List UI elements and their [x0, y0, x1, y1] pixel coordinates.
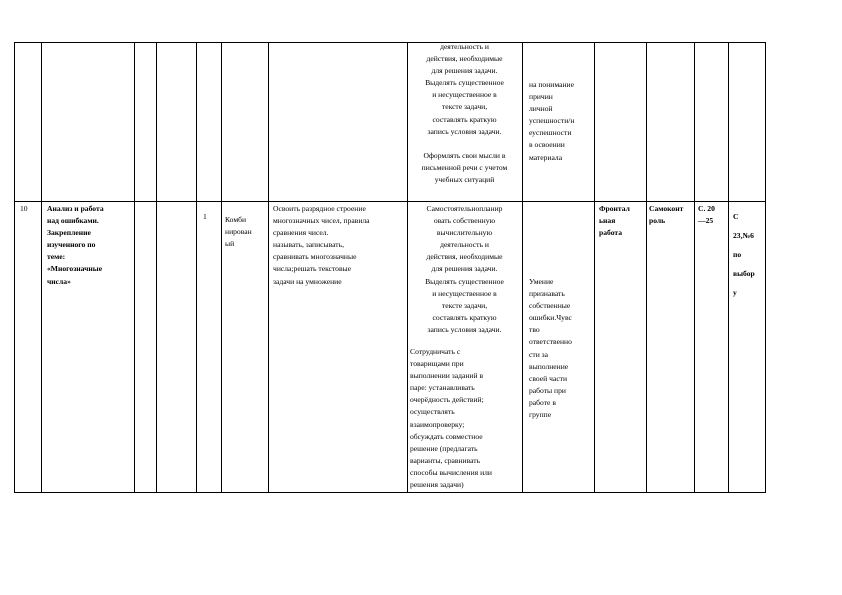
homework: С 23,№6 по выбор у [733, 212, 755, 297]
col-border [694, 42, 695, 493]
col-border [268, 42, 269, 493]
table-bottom-border [14, 492, 766, 493]
col-border [522, 42, 523, 493]
col-border [221, 42, 222, 493]
col-border [134, 42, 135, 493]
subject-results: Освоить разрядное строение многозначных чисел, правила сравнения чисел. называть, записывать, сравнивать многозначные числа;решать текстовые задачи на умножение [273, 204, 370, 286]
metasubject-uud-bottom: Сотрудничать с товарищами при выполнении заданий в паре: устанавливать очерёдность действий; осуществлять взаимопроверку; обсуждать совместное решение (предлагать варианты, сравнивать способы вычисления или решения задачи) [410, 347, 492, 490]
col-border [765, 42, 766, 493]
prev-row-personal-cell: на понимание причин личной успешности/н еуспешности в освоении материала [529, 80, 575, 162]
control-type: Самоконт роль [649, 204, 684, 226]
personal-results: Умение признавать собственные ошибки.Чувс тво ответственно сти за выполнение своей части работы при работе в группе [529, 277, 572, 420]
col-border [156, 42, 157, 493]
textbook-pages: С. 20 —25 [698, 204, 715, 226]
table-top-border [14, 42, 766, 43]
col-border [196, 42, 197, 493]
hours-count: 1 [203, 212, 207, 221]
lesson-topic: Анализ и работа над ошибками. Закрепление изученного по теме: «Многозначные числа» [47, 204, 104, 286]
row-divider [14, 201, 766, 202]
prev-row-uud-cell: деятельность и действия, необходимые для решения задачи. Выделять существенное и несущественное в тексте задачи, составлять краткую запись условия задачи. Оформлять свои мысли в письменной речи с учетом учебных ситуаций [421, 42, 508, 185]
col-border [728, 42, 729, 493]
col-border [14, 42, 15, 493]
col-border [646, 42, 647, 493]
col-border [41, 42, 42, 493]
lesson-type: Комби нирован ый [225, 215, 252, 249]
metasubject-uud-top: Самостоятельнопланир овать собственную вычислительную деятельность и действия, необходимые для решения задачи. Выделять существенное и несущественное в тексте задачи, составлять краткую запись условия задачи. [425, 204, 504, 334]
row-number: 10 [20, 204, 28, 213]
col-border [594, 42, 595, 493]
work-form: Фронтал ьная работа [599, 204, 630, 238]
